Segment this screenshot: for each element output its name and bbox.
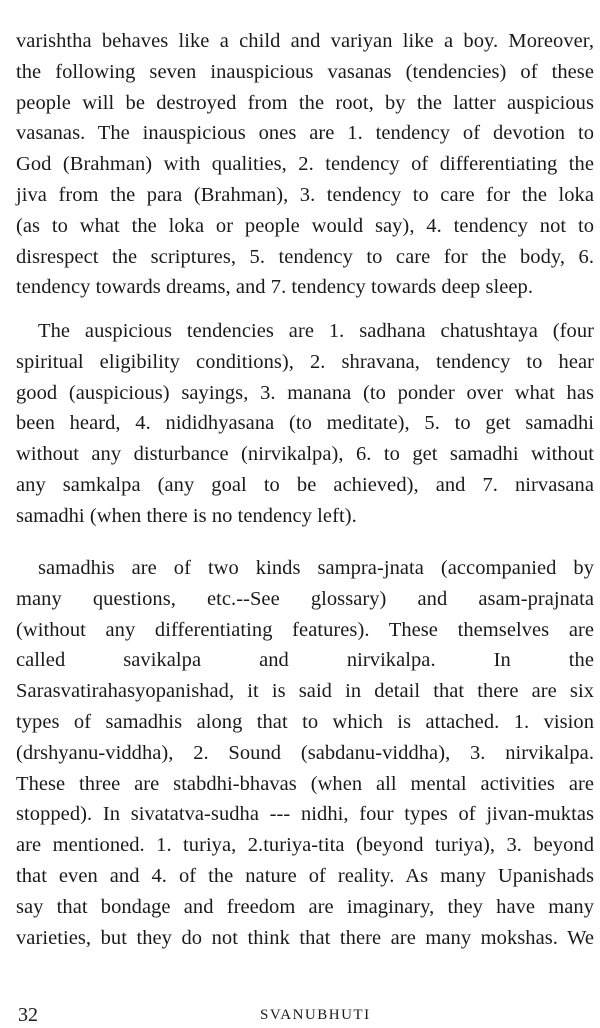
paragraph-auspicious-tendencies [16,316,594,532]
text-line: are mentioned. 1. turiya, 2.turiya-tita (beyond turiya), 3. beyond [16,834,594,857]
text-line: spiritual eligibility conditions), 2. shravana, tendency to hear [16,350,594,373]
text-line: The auspicious tendencies are 1. sadhana chatushtaya (four [38,320,594,342]
text-line: called savikalpa and nirvikalpa. In the [16,649,594,672]
book-page [16,0,594,1026]
text-line: without any disturbance (nirvikalpa), 6. to get samadhi without [16,443,594,466]
text-line: jiva from the para (Brahman), 3. tendency to care for the loka [16,183,594,206]
text-line: good (auspicious) sayings, 3. manana (to ponder over what has [16,381,594,404]
text-line: disrespect the scriptures, 5. tendency to care for the body, 6. [16,245,594,268]
running-title: SVANUBHUTI [260,1007,371,1023]
text-line: varieties, but they do not think that there are many mokshas. We [16,926,594,949]
text-line: samadhi (when there is no tendency left). [16,504,357,527]
text-line: (drshyanu-viddha), 2. Sound (sabdanu-viddha), 3. nirvikalpa. [16,741,594,764]
text-line: tendency towards dreams, and 7. tendency towards deep sleep. [16,276,534,299]
text-line: stopped). In sivatatva-sudha --- nidhi, four types of jivan-muktas [16,803,594,826]
text-line: samadhis are of two kinds sampra-jnata (accompanied by [38,557,594,579]
text-line: the following seven inauspicious vasanas (tendencies) of these [16,60,594,83]
text-line: (without any differentiating features). These themselves are [16,618,594,641]
page-number: 32 [18,1004,38,1026]
text-line: varishtha behaves like a child and variyan like a boy. Moreover, [16,30,594,52]
text-line: been heard, 4. nididhyasana (to meditate), 5. to get samadhi [16,412,594,435]
paragraph-samadhis [16,553,594,953]
text-line: many questions, etc.--See glossary) and asam-prajnata [16,587,594,610]
page-footer [16,1004,594,1028]
text-line: God (Brahman) with qualities, 2. tendency of differentiating the [16,153,594,176]
paragraph-inauspicious-tendencies [16,26,594,303]
text-line: vasanas. The inauspicious ones are 1. tendency of devotion to [16,122,594,145]
text-line: people will be destroyed from the root, by the latter auspicious [16,91,594,114]
text-line: any samkalpa (any goal to be achieved), and 7. nirvasana [16,473,594,496]
text-line: say that bondage and freedom are imaginary, they have many [16,895,594,918]
text-line: (as to what the loka or people would say), 4. tendency not to [16,214,594,237]
text-line: These three are stabdhi-bhavas (when all mental activities are [16,772,594,795]
text-line: types of samadhis along that to which is attached. 1. vision [16,710,594,733]
text-line: Sarasvatirahasyopanishad, it is said in detail that there are six [16,680,594,703]
text-line: that even and 4. of the nature of reality. As many Upanishads [16,864,594,887]
